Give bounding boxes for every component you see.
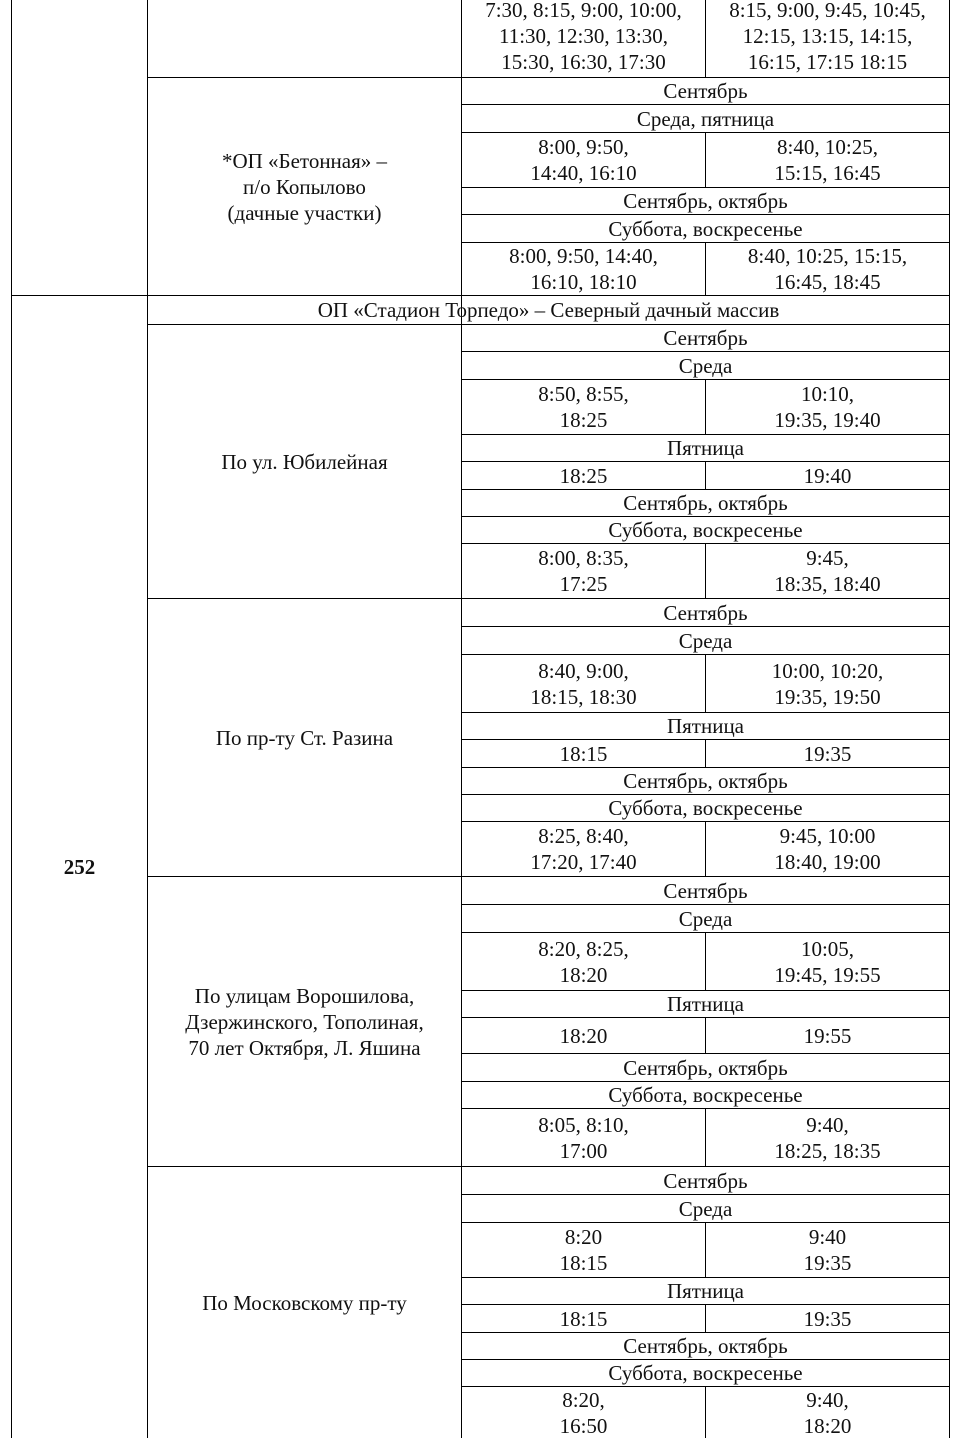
arrival-times: 19:35 (803, 741, 852, 766)
arrival-times: 19:40 (803, 463, 852, 488)
route-name: *ОП «Бетонная» – п/о Копылово (дачные участки) (221, 148, 388, 225)
arrival-times: 10:05, 19:45, 19:55 (774, 936, 881, 987)
departure-times: 8:25, 8:40, 17:20, 17:40 (530, 824, 637, 874)
departure-times: 18:15 (559, 741, 608, 766)
departure-times: 8:40, 9:00, 18:15, 18:30 (530, 658, 637, 709)
period-label: Сентябрь, октябрь (623, 769, 788, 793)
days-label: Среда, пятница (636, 106, 775, 131)
arrival-times: 9:40, 18:20 (803, 1387, 852, 1438)
variant-name: По ул. Юбилейная (221, 449, 388, 474)
departure-times: 18:15 (559, 1306, 608, 1331)
period-label: Сентябрь, октябрь (623, 1055, 788, 1080)
arrival-times: 10:00, 10:20, 19:35, 19:50 (771, 658, 884, 709)
departure-times: 18:25 (559, 463, 608, 488)
days-label: Суббота, воскресенье (608, 518, 803, 542)
arrival-times: 10:10, 19:35, 19:40 (774, 382, 881, 432)
arrival-times: 9:45, 18:35, 18:40 (774, 546, 881, 596)
period-label: Сентябрь (663, 79, 748, 103)
arrival-times: 8:40, 10:25, 15:15, 16:45 (774, 135, 881, 185)
period-label: Сентябрь (663, 326, 748, 350)
days-label: Пятница (666, 436, 745, 460)
departure-times: 8:50, 8:55, 18:25 (538, 382, 629, 432)
days-label: Среда (678, 906, 733, 931)
days-label: Среда (678, 1196, 733, 1221)
period-label: Сентябрь (663, 878, 748, 903)
days-label: Пятница (666, 714, 745, 738)
arrival-times: 9:40 19:35 (803, 1225, 852, 1275)
days-label: Среда (678, 353, 733, 378)
departure-times: 8:00, 9:50, 14:40, 16:10, 18:10 (509, 244, 658, 294)
days-label: Суббота, воскресенье (608, 796, 803, 820)
variant-name: По Московскому пр-ту (202, 1290, 407, 1315)
variant-name: По пр-ту Ст. Разина (215, 725, 394, 750)
departure-times: 8:00, 9:50, 14:40, 16:10 (530, 135, 637, 185)
arrival-times: 8:15, 9:00, 9:45, 10:45, 12:15, 13:15, 14:15, 16:15, 17:15 18:15 (729, 0, 926, 74)
days-label: Суббота, воскресенье (608, 1083, 803, 1107)
days-label: Пятница (666, 992, 745, 1016)
departure-times: 18:20 (559, 1023, 608, 1048)
period-label: Сентябрь, октябрь (623, 491, 788, 515)
days-label: Пятница (666, 1279, 745, 1303)
days-label: Суббота, воскресенье (608, 1361, 803, 1385)
arrival-times: 8:40, 10:25, 15:15, 16:45, 18:45 (747, 244, 908, 294)
period-label: Сентябрь (663, 1168, 748, 1193)
arrival-times: 19:35 (803, 1306, 852, 1331)
departure-times: 8:05, 8:10, 17:00 (538, 1112, 629, 1163)
route-number: 252 (63, 855, 96, 879)
days-label: Суббота, воскресенье (608, 216, 803, 241)
departure-times: 8:00, 8:35, 17:25 (538, 546, 629, 596)
departure-times: 8:20 18:15 (559, 1225, 608, 1275)
arrival-times: 19:55 (803, 1023, 852, 1048)
route-header: ОП «Стадион Торпедо» – Северный дачный массив (317, 298, 780, 322)
departure-times: 7:30, 8:15, 9:00, 10:00, 11:30, 12:30, 13:30, 15:30, 16:30, 17:30 (485, 0, 682, 74)
arrival-times: 9:40, 18:25, 18:35 (774, 1112, 881, 1163)
period-label: Сентябрь, октябрь (623, 189, 788, 213)
period-label: Сентябрь (663, 600, 748, 625)
period-label: Сентябрь, октябрь (623, 1334, 788, 1358)
variant-name: По улицам Ворошилова, Дзержинского, Тополиная, 70 лет Октября, Л. Яшина (185, 983, 424, 1060)
days-label: Среда (678, 628, 733, 653)
departure-times: 8:20, 8:25, 18:20 (538, 936, 629, 987)
departure-times: 8:20, 16:50 (559, 1387, 608, 1438)
arrival-times: 9:45, 10:00 18:40, 19:00 (774, 824, 881, 874)
